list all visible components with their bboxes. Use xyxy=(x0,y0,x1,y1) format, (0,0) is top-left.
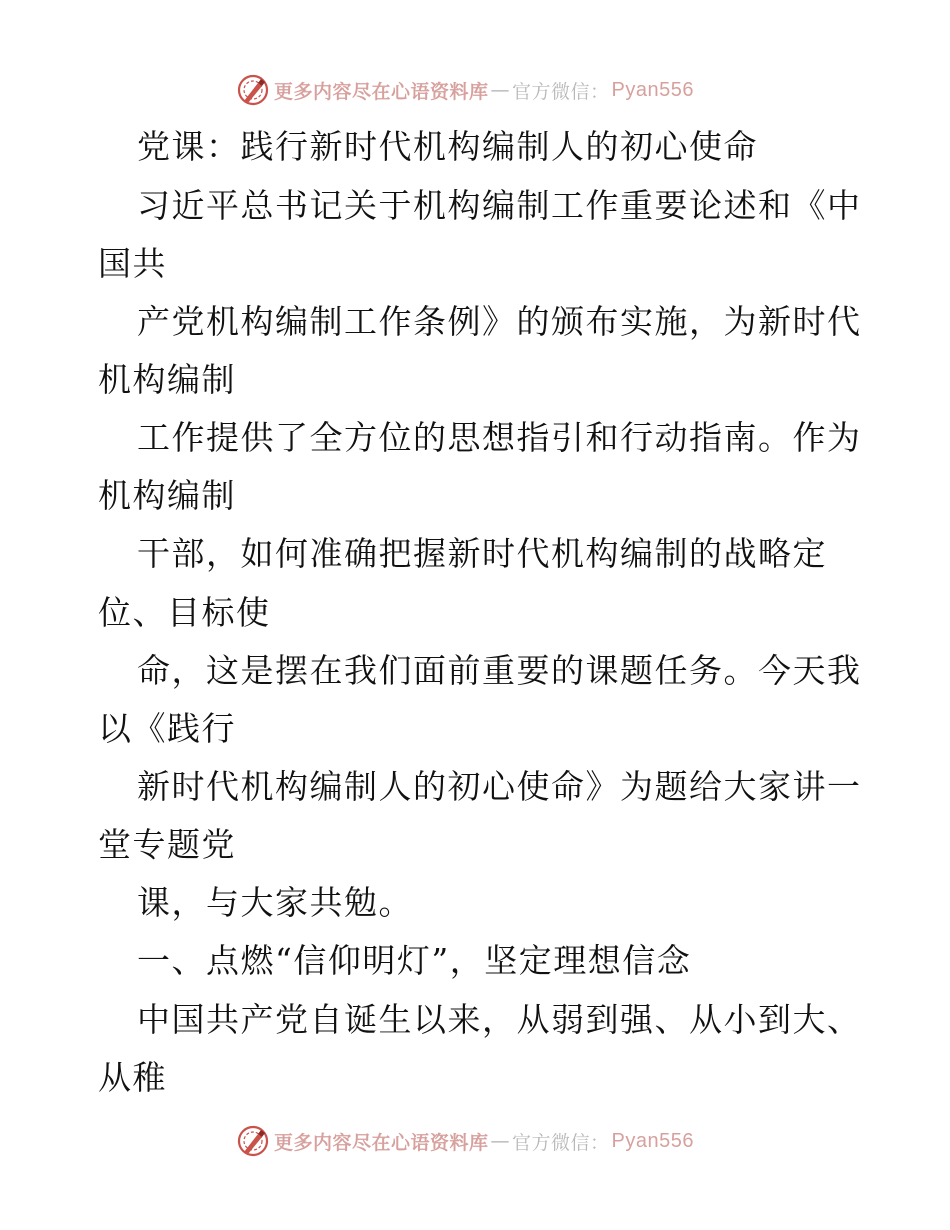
section-heading: 一、点燃“信仰明灯”，坚定理想信念 xyxy=(137,941,692,980)
paragraph-line: 产党机构编制工作条例》的颁布实施，为新时代 xyxy=(137,302,862,341)
watermark-wechat-label: 官方微信： xyxy=(512,80,610,103)
paragraph-line: 工作提供了全方位的思想指引和行动指南。作为 xyxy=(137,418,862,457)
paragraph-line: 以《践行 xyxy=(98,709,236,748)
watermark-wechat-id: Pyan556 xyxy=(611,78,694,101)
document-title: 党课：践行新时代机构编制人的初心使命 xyxy=(137,127,758,166)
paragraph-line: 命，这是摆在我们面前重要的课题任务。今天我 xyxy=(137,651,862,690)
pen-logo-icon xyxy=(236,1124,270,1158)
watermark-wechat-id: Pyan556 xyxy=(611,1129,694,1152)
watermark-main-text: 更多内容尽在心语资料库 xyxy=(274,80,489,103)
paragraph-line: 机构编制 xyxy=(98,476,236,515)
watermark-footer xyxy=(236,1123,694,1159)
paragraph-line: 堂专题党 xyxy=(98,825,236,864)
paragraph-line: 位、目标使 xyxy=(98,593,271,632)
paragraph-line: 国共 xyxy=(98,244,167,283)
watermark-dash: — xyxy=(490,1130,511,1152)
paragraph-line: 从稚 xyxy=(98,1058,167,1097)
paragraph-line: 中国共产党自诞生以来，从弱到强、从小到大、 xyxy=(137,1000,862,1039)
paragraph-line: 课，与大家共勉。 xyxy=(137,883,413,922)
paragraph-line: 干部，如何准确把握新时代机构编制的战略定 xyxy=(137,534,827,573)
watermark-dash: — xyxy=(490,79,511,101)
paragraph-line: 新时代机构编制人的初心使命》为题给大家讲一 xyxy=(137,767,862,806)
watermark-wechat-label: 官方微信： xyxy=(512,1131,610,1154)
paragraph-line: 机构编制 xyxy=(98,360,236,399)
watermark-main-text: 更多内容尽在心语资料库 xyxy=(274,1131,489,1154)
paragraph-line: 习近平总书记关于机构编制工作重要论述和《中 xyxy=(137,186,862,225)
